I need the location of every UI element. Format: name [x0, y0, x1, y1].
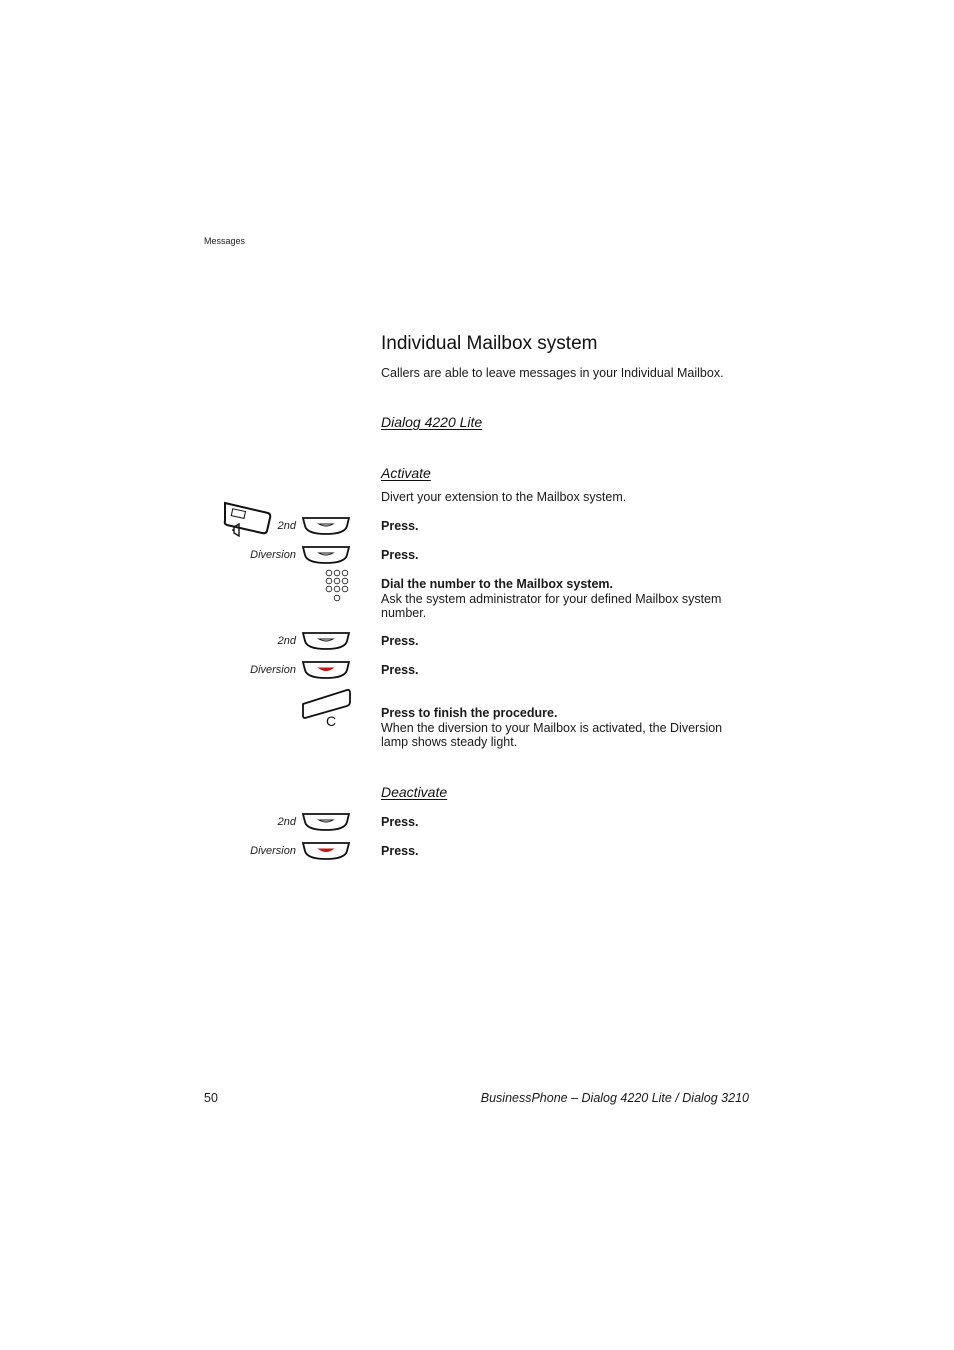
soft-key-2nd-icon[interactable] [302, 631, 350, 651]
keypad-icon [325, 569, 351, 603]
step-press-text: Press. [381, 815, 419, 829]
step-dial-text: Ask the system administrator for your defined Mailbox system number. [381, 592, 722, 620]
key-label-diversion: Diversion [250, 845, 296, 857]
step-press-text: Press. [381, 663, 419, 677]
step-finish-text: When the diversion to your Mailbox is activated, the Diversion lamp shows steady light. [381, 721, 723, 749]
key-label-2nd: 2nd [277, 635, 296, 647]
step-dial-title: Dial the number to the Mailbox system. [381, 577, 613, 591]
step-press-text: Press. [381, 519, 419, 533]
step-finish-title: Press to finish the procedure. [381, 706, 558, 720]
key-label-2nd: 2nd [277, 816, 296, 828]
section-label: Messages [204, 236, 246, 246]
key-label-diversion: Diversion [250, 664, 296, 676]
soft-key-diversion-icon[interactable] [302, 545, 350, 565]
key-label-2nd: 2nd [277, 520, 296, 532]
activate-description: Divert your extension to the Mailbox system. [381, 490, 627, 504]
footer-title: BusinessPhone – Dialog 4220 Lite / Dialog 3210 [480, 1091, 749, 1105]
soft-key-2nd-icon[interactable] [302, 516, 350, 536]
step-press-text: Press. [381, 548, 419, 562]
model-heading: Dialog 4220 Lite [381, 414, 483, 430]
soft-key-diversion-lamp-icon[interactable] [302, 841, 350, 861]
soft-key-diversion-lamp-icon[interactable] [302, 660, 350, 680]
clear-key-label: C [326, 713, 337, 729]
page-title: Individual Mailbox system [381, 333, 598, 354]
key-label-diversion: Diversion [250, 549, 296, 561]
intro-text: Callers are able to leave messages in your Individual Mailbox. [381, 366, 724, 380]
step-press-text: Press. [381, 844, 419, 858]
deactivate-heading: Deactivate [381, 784, 448, 800]
soft-key-2nd-icon[interactable] [302, 812, 350, 832]
activate-heading: Activate [381, 465, 431, 481]
clear-key-icon[interactable] [301, 688, 353, 730]
step-press-text: Press. [381, 634, 419, 648]
page-number: 50 [204, 1091, 218, 1105]
